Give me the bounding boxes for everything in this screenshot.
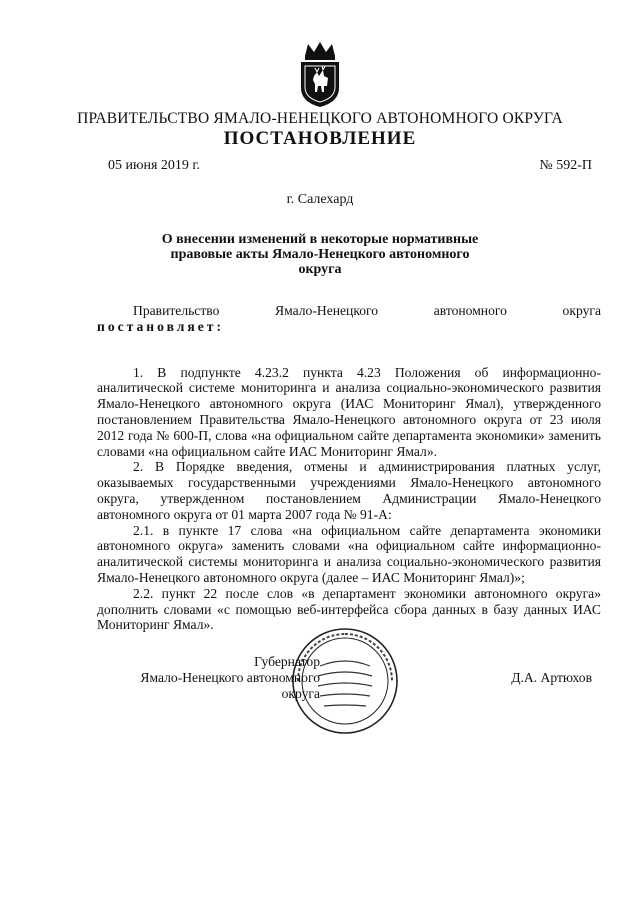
paragraph-2-1: 2.1. в пункте 17 слова «на официальном сайте департамента экономики автономного округа» заменить словами «на официальном сайте информационно-аналитической системы мониторинга и анализа социально-экономического развития Ямало-Ненецкого автономного округа (далее – ИАС Мониторинг Ямал)»; <box>97 522 601 585</box>
signatory-name: Д.А. Артюхов <box>511 670 592 685</box>
document-city: г. Салехард <box>286 192 354 207</box>
paragraph-1: 1. В подпункте 4.23.2 пункта 4.23 Положения об информационно-аналитической системе мониторинга и анализа социально-экономического развития Ямало-Ненецкого автономного округа (ИАС Мониторинг Ямал), утвержденного постановлением Правительства Ямало-Ненецкого автономного округа от 23 июля 2012 года № 600-П, слова «на официальном сайте департамента экономики» заменить словами «на официальном сайте ИАС Мониторинг Ямал». <box>97 364 601 459</box>
paragraph-2-2: 2.2. пункт 22 после слов «в департамент экономики автономного округа» дополнить словами «с помощью веб-интерфейса сбора данных в базу данных ИАС Мониторинг Ямал». <box>97 585 601 633</box>
signatory-title <box>100 654 320 702</box>
document-type: ПОСТАНОВЛЕНИЕ <box>223 128 417 149</box>
organization-name: ПРАВИТЕЛЬСТВО ЯМАЛО-НЕНЕЦКОГО АВТОНОМНОГО ОКРУГА <box>77 110 563 127</box>
decree-word: постановляет: <box>97 318 224 334</box>
document-body <box>97 303 601 633</box>
signatory-title-line1: Губернатор <box>254 654 320 669</box>
document-subject: О внесении изменений в некоторые нормативные правовые акты Ямало-Ненецкого автономного округа <box>161 232 479 277</box>
intro-text: Правительство Ямало-Ненецкого автономного округа <box>133 303 601 318</box>
document-number: № 592-П <box>539 158 592 173</box>
signatory-title-line2: Ямало-Ненецкого автономного округа <box>140 670 320 701</box>
paragraph-2: 2. В Порядке введения, отмены и администрирования платных услуг, оказываемых государственными учреждениями Ямало-Ненецкого автономного округа, утвержденном постановлением Администрации Ямало-Ненецкого автономного округа от 01 марта 2007 года № 91-А: <box>97 459 601 522</box>
document-date: 05 июня 2019 г. <box>108 158 201 173</box>
coat-of-arms-emblem <box>297 40 343 108</box>
